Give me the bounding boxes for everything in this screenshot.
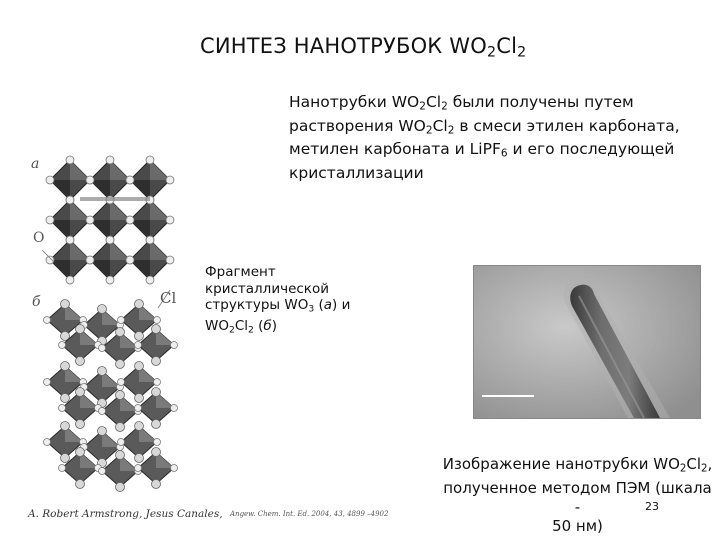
credit-reference: Angew. Chem. Int. Ed. 2004, 43, 4899 –4902 [230,510,389,518]
tem-micrograph [473,265,701,419]
synthesis-description: Нанотрубки $WO_2Cl_2$ были получены путем растворения $WO_2Cl_2$ в смеси этилен карбоната, метилен карбоната и LiPF$_6$ и его последующей кристаллизации [289,93,680,182]
slide-title: СИНТЕЗ НАНОТРУБОК $WO_2Cl_2$ [200,34,527,61]
label-panel-a: а [31,156,40,172]
scale-bar [482,395,534,397]
label-panel-b: б [32,294,41,310]
page-number: 23 [645,500,659,513]
tem-caption: Изображение нанотрубки $WO_2Cl_2$, полученное методом ПЭМ (шкала - 50 нм) [442,455,713,535]
label-oxygen: O [33,230,45,246]
structure-caption: Фрагмент кристаллической структуры $WO_3$ (а) и $WO_2Cl_2$ (б) [205,264,351,336]
wo3-panel [46,156,174,284]
wo2cl2-panel [44,300,178,492]
label-chlorine: Cl [160,289,177,307]
credit-authors: A. Robert Armstrong, Jesus Canales, [28,508,223,520]
crystal-structure-figure [30,150,200,500]
